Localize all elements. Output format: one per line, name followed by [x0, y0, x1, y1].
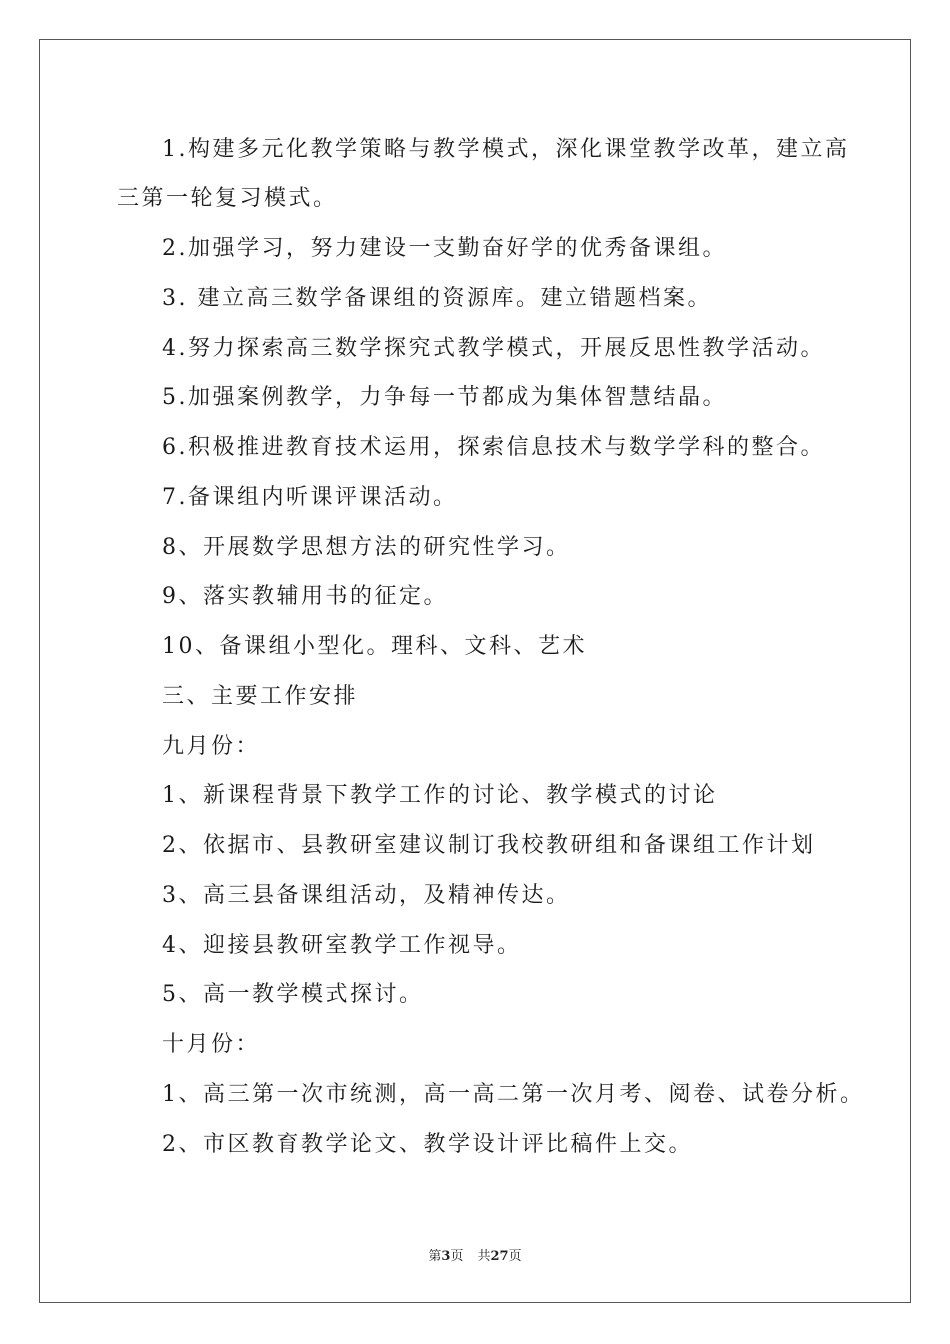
september-heading: 九月份： [162, 734, 261, 759]
paragraph-10: 10、备课组小型化。理科、文科、艺术 [162, 634, 587, 659]
paragraph-4: 4.努力探索高三数学探究式教学模式，开展反思性教学活动。 [162, 336, 825, 361]
paragraph-1-line-2: 三第一轮复习模式。 [117, 186, 338, 211]
paragraph-7: 7.备课组内听课评课活动。 [162, 485, 458, 510]
page-prefix: 第 [428, 1249, 442, 1264]
september-item-2: 2、依据市、县教研室建议制订我校教研组和备课组工作计划 [162, 833, 816, 858]
october-item-1: 1、高三第一次市统测，高一高二第一次月考、阅卷、试卷分析。 [162, 1082, 865, 1107]
page-footer [0, 1248, 950, 1266]
paragraph-2: 2.加强学习，努力建设一支勤奋好学的优秀备课组。 [162, 236, 727, 261]
paragraph-3: 3. 建立高三数学备课组的资源库。建立错题档案。 [162, 286, 712, 311]
paragraph-5: 5.加强案例教学，力争每一节都成为集体智慧结晶。 [162, 385, 727, 410]
total-prefix: 共 [477, 1249, 491, 1264]
page-suffix: 页 [450, 1249, 464, 1264]
september-item-3: 3、高三县备课组活动，及精神传达。 [162, 883, 571, 908]
september-item-4: 4、迎接县教研室教学工作视导。 [162, 933, 522, 958]
total-suffix: 页 [508, 1249, 522, 1264]
section-heading: 三、主要工作安排 [162, 684, 359, 709]
paragraph-1-line-1: 1.构建多元化教学策略与教学模式，深化课堂教学改革，建立高 [162, 137, 850, 162]
paragraph-9: 9、落实教辅用书的征定。 [162, 584, 448, 609]
october-heading: 十月份： [162, 1032, 261, 1057]
page-number: 3 [441, 1249, 451, 1264]
october-item-2: 2、市区教育教学论文、教学设计评比稿件上交。 [162, 1132, 693, 1157]
paragraph-6: 6.积极推进教育技术运用，探索信息技术与数学学科的整合。 [162, 435, 825, 460]
page-border [39, 39, 911, 1303]
september-item-1: 1、新课程背景下教学工作的讨论、教学模式的讨论 [162, 783, 718, 808]
total-pages: 27 [490, 1249, 509, 1264]
paragraph-8: 8、开展数学思想方法的研究性学习。 [162, 535, 571, 560]
september-item-5: 5、高一教学模式探讨。 [162, 982, 424, 1007]
